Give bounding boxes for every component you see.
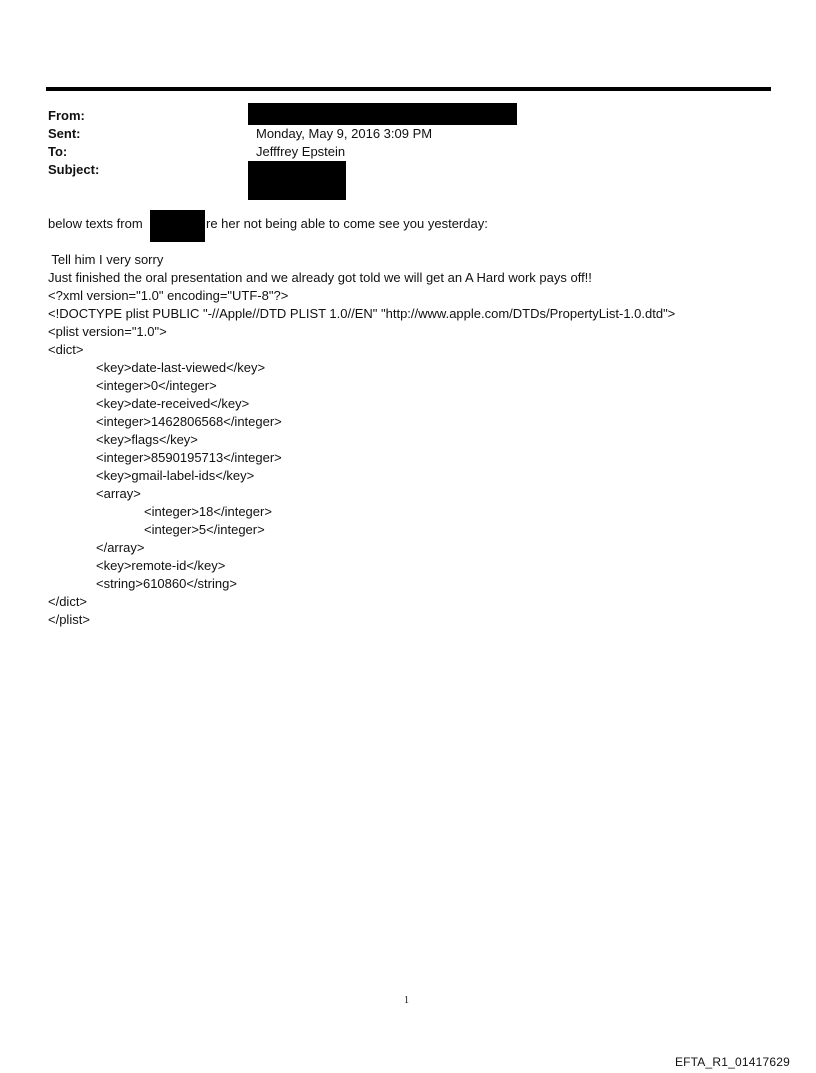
plist-line: </dict>: [48, 594, 88, 609]
from-redaction: [248, 103, 517, 125]
document-id: EFTA_R1_01417629: [674, 1055, 790, 1069]
to-value: Jefffrey Epstein: [256, 144, 346, 159]
intro-text-before: below texts from: [48, 216, 143, 231]
subject-label: Subject:: [48, 162, 100, 177]
plist-line: <array>: [96, 486, 141, 501]
plist-line: <string>610860</string>: [96, 576, 237, 591]
plist-line: <!DOCTYPE plist PUBLIC "-//Apple//DTD PLIST 1.0//EN" "http://www.apple.com/DTDs/PropertyList-1.0.dtd">: [48, 306, 676, 321]
name-redaction: [150, 210, 205, 242]
sent-label: Sent:: [48, 126, 81, 141]
plist-line: <key>gmail-label-ids</key>: [96, 468, 255, 483]
message-line-1: Tell him I very sorry: [48, 252, 164, 267]
plist-line: <integer>5</integer>: [144, 522, 265, 537]
plist-line: </array>: [96, 540, 145, 555]
plist-line: <dict>: [48, 342, 84, 357]
header-divider: [46, 87, 771, 91]
plist-line: <key>remote-id</key>: [96, 558, 226, 573]
plist-line: </plist>: [48, 612, 90, 627]
from-label: From:: [48, 108, 85, 123]
to-label: To:: [48, 144, 68, 159]
plist-line: <plist version="1.0">: [48, 324, 167, 339]
message-line-2: Just finished the oral presentation and we already got told we will get an A Hard work pays off!!: [48, 270, 592, 285]
plist-line: <integer>0</integer>: [96, 378, 217, 393]
plist-line: <key>flags</key>: [96, 432, 198, 447]
plist-line: <key>date-received</key>: [96, 396, 250, 411]
plist-line: <integer>8590195713</integer>: [96, 450, 282, 465]
plist-line: <integer>1462806568</integer>: [96, 414, 282, 429]
subject-redaction: [248, 161, 346, 200]
intro-text-after: re her not being able to come see you yesterday:: [206, 216, 488, 231]
plist-line: <?xml version="1.0" encoding="UTF-8"?>: [48, 288, 289, 303]
plist-line: <key>date-last-viewed</key>: [96, 360, 266, 375]
page-number: 1: [404, 995, 409, 1006]
plist-line: <integer>18</integer>: [144, 504, 272, 519]
sent-value: Monday, May 9, 2016 3:09 PM: [256, 126, 433, 141]
